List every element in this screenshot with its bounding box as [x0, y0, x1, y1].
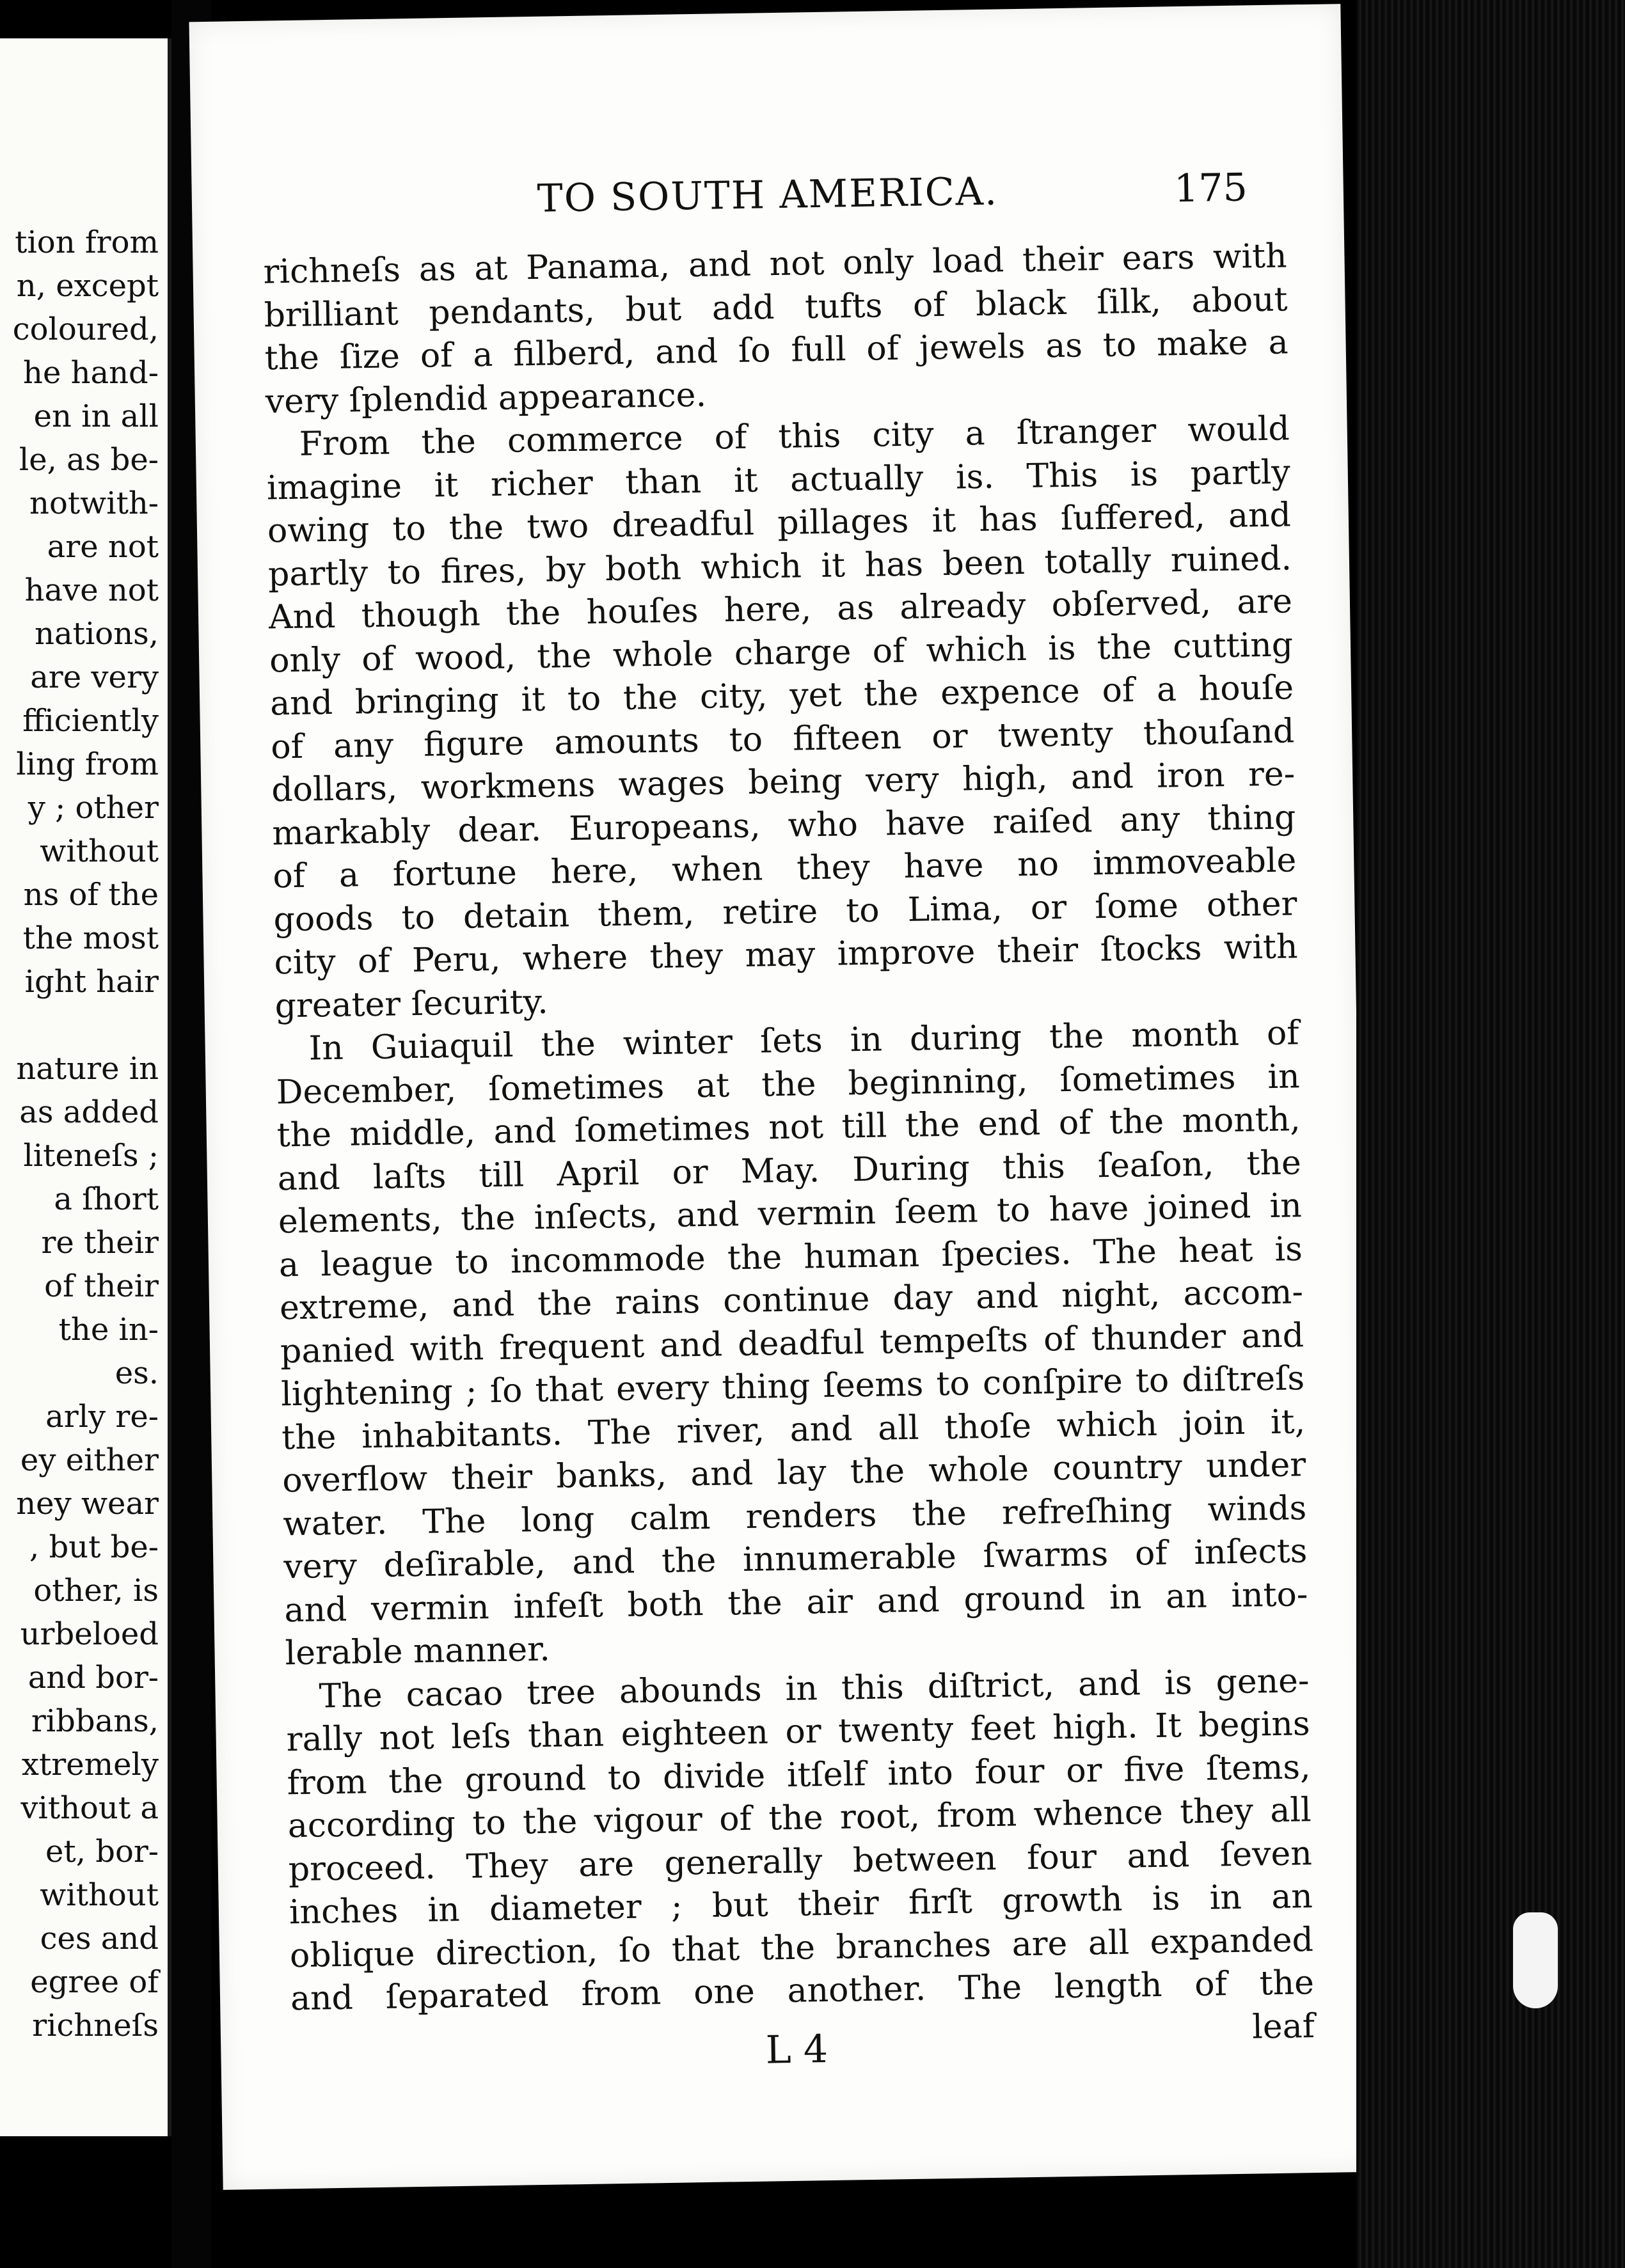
text-line: oblique direction, ſo that the branches are all expanded [289, 1920, 1314, 1975]
text-line: The cacao tree abounds in this diſtrict, and is gene- [319, 1661, 1310, 1715]
text-line: city of Peru, where they may improve their ſtocks with [274, 927, 1298, 982]
text-line: according to the vigour of the root, from whence they all [287, 1791, 1312, 1846]
facing-page-line: le, as be- [19, 442, 159, 478]
facing-page-line: richneſs [32, 2008, 159, 2044]
facing-page-line: ey either [20, 1442, 159, 1478]
text-line: the middle, and ſometimes not till the end of the month, [276, 1100, 1301, 1155]
facing-page-line: nations, [35, 616, 159, 652]
text-line: owing to the two dreadful pillages it has ſuffered, and [267, 496, 1292, 551]
text-line: proceed. They are generally between four and ſeven [288, 1834, 1313, 1889]
running-head [191, 164, 1344, 226]
facing-page-line: a ſhort [54, 1181, 159, 1217]
facing-page-line: fficiently [22, 703, 159, 739]
facing-page-line: re their [41, 1225, 159, 1261]
facing-page-line: n, except [16, 268, 159, 304]
signature-mark: L 4 [765, 2027, 828, 2073]
text-line: overflow their banks, and lay the whole country under [281, 1445, 1306, 1500]
text-line: December, ſometimes at the beginning, ſometimes in [276, 1057, 1301, 1112]
text-line: inches in diameter ; but their firſt growth is in an [289, 1877, 1313, 1932]
text-line: from the ground to divide itſelf into four or five ſtems, [287, 1747, 1312, 1802]
text-line: a league to incommode the human ſpecies. The heat is [278, 1229, 1303, 1284]
facing-page-line: es. [115, 1355, 159, 1391]
facing-page-line: and bor- [28, 1660, 159, 1696]
text-line: only of wood, the whole charge of which is the cutting [269, 625, 1294, 680]
text-line: panied with frequent and deadful tempeſts of thunder and [280, 1316, 1304, 1371]
facing-page-line: are not [47, 529, 159, 565]
body-text [263, 235, 1315, 2064]
edge-highlight [1513, 1912, 1558, 2008]
text-line: richneſs as at Panama, and not only load their ears with [263, 237, 1287, 292]
facing-page-line: without [40, 833, 159, 869]
facing-page-line: without [40, 1877, 159, 1913]
facing-page-line: arly re- [45, 1399, 159, 1435]
text-line: partly to fires, by both which it has been totally ruined. [267, 539, 1292, 594]
facing-page-line: , but be- [29, 1529, 159, 1565]
text-line: of a fortune here, when they have no immoveable [273, 841, 1297, 896]
text-line: And though the houſes here, as already obſerved, are [268, 582, 1293, 637]
facing-page-line: et, bor- [45, 1834, 159, 1870]
facing-page-line: ribbans, [31, 1703, 159, 1739]
facing-page-line: y ; other [28, 790, 159, 826]
facing-page-line: coloured, [12, 311, 159, 347]
text-line: elements, the inſects, and vermin ſeem to have joined in [278, 1186, 1303, 1241]
facing-page-line: of their [44, 1268, 159, 1304]
facing-page-line: nature in [16, 1051, 159, 1087]
facing-page-line: tion from [15, 224, 159, 260]
text-line: From the commerce of this city a ſtranger would [299, 409, 1290, 464]
facing-page-line: vithout a [20, 1790, 159, 1826]
facing-page-line: egree of [30, 1964, 159, 2000]
text-line: goods to detain them, retire to Lima, or ſome other [273, 884, 1297, 939]
facing-page-line: ns of the [23, 877, 159, 913]
facing-page-line: notwith- [29, 485, 159, 521]
text-line: and bringing it to the city, yet the expence of a houſe [269, 668, 1294, 723]
facing-page-line: xtremely [21, 1747, 159, 1783]
text-line: the inhabitants. The river, and all thoſe which join it, [281, 1402, 1306, 1457]
text-line: and vermin infeſt both the air and ground in an into- [284, 1575, 1308, 1630]
facing-page-line: the most [22, 920, 159, 956]
text-line: brilliant pendants, but add tufts of black ſilk, about [264, 280, 1288, 335]
text-line: the ſize of a filberd, and ſo full of jewels as to make a [264, 323, 1289, 378]
page-number: 175 [1173, 165, 1248, 212]
page-recto [189, 4, 1374, 2190]
text-line: lerable manner. [285, 1630, 551, 1673]
facing-page-line: are very [30, 659, 159, 695]
facing-page-line: ling from [16, 746, 159, 782]
text-line: imagine it richer than it actually is. This is partly [266, 452, 1291, 508]
facing-page-line: ney wear [16, 1486, 159, 1522]
facing-page-line: ight hair [24, 964, 159, 1000]
facing-page-line: urbeloed [20, 1616, 159, 1652]
facing-page-line: the in- [58, 1312, 159, 1348]
text-line: markably dear. Europeans, who have raiſed any thing [271, 798, 1296, 853]
text-line: In Guiaquil the winter ſets in during the month of [308, 1014, 1300, 1068]
text-line: very ſplendid appearance. [265, 375, 707, 421]
text-line: dollars, workmens wages being very high, and iron re- [271, 755, 1296, 810]
text-line: of any figure amounts to fifteen or twenty thouſand [270, 711, 1295, 766]
catchword: leaf [1251, 2006, 1315, 2047]
facing-page-line: have not [24, 572, 159, 608]
book-fore-edge [1356, 0, 1625, 2268]
facing-page-left [0, 38, 171, 2136]
facing-page-text [0, 221, 159, 2047]
facing-page-line: as added [19, 1094, 159, 1130]
facing-page-line: he hand- [23, 355, 159, 391]
text-line: and ſeparated from one another. The length of the [290, 1964, 1315, 2019]
facing-page-line: en in all [33, 398, 159, 434]
text-line: very deſirable, and the innumerable ſwarms of inſects [283, 1532, 1308, 1587]
text-line: water. The long calm renders the refreſhing winds [282, 1488, 1307, 1543]
text-line: extreme, and the rains continue day and night, accom- [279, 1273, 1304, 1328]
facing-page-line: other, is [33, 1573, 159, 1609]
text-line: lightening ; ſo that every thing ſeems to conſpire to diſtreſs [280, 1359, 1305, 1414]
running-title: TO SOUTH AMERICA. [537, 169, 999, 221]
facing-page-line: ces and [40, 1921, 159, 1957]
facing-page-line: liteneſs ; [23, 1138, 159, 1174]
facing-page-line [0, 1004, 159, 1047]
text-line: greater ſecurity. [274, 982, 549, 1025]
text-line: and laſts till April or May. During this ſeaſon, the [277, 1143, 1302, 1198]
text-line: rally not leſs than eighteen or twenty feet high. It begins [286, 1705, 1310, 1760]
